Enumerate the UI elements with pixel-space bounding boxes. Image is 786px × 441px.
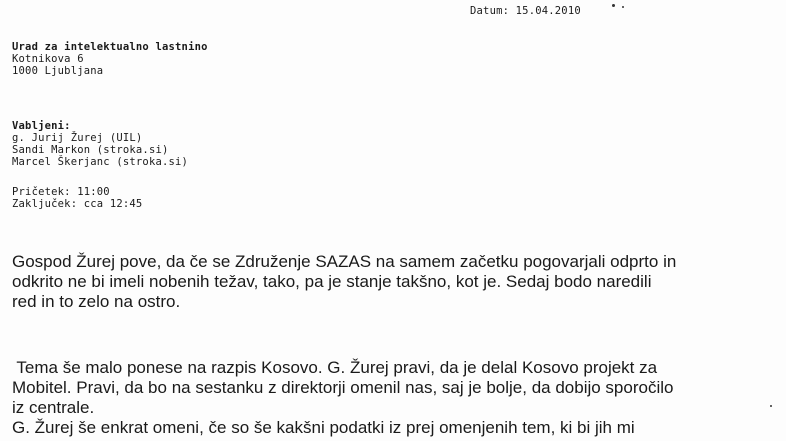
paragraph-line: odkrito ne bi imeli nobenih težav, tako, pa je stanje takšno, kot je. Sedaj bodo naredili xyxy=(12,272,652,291)
paragraph-line: iz centrale. xyxy=(12,398,95,417)
invited-list xyxy=(12,120,188,168)
invited-label: Vabljeni: xyxy=(12,120,71,132)
scan-speck xyxy=(770,405,772,407)
office-name: Urad za intelektualno lastnino xyxy=(12,41,208,53)
scan-speck xyxy=(612,4,615,7)
office-street: Kotnikova 6 xyxy=(12,53,84,65)
scan-speck xyxy=(622,6,624,8)
invited-person: Marcel Škerjanc (stroka.si) xyxy=(12,156,189,168)
meeting-times xyxy=(12,186,142,210)
paragraph-2 xyxy=(12,358,782,438)
recipient-address xyxy=(12,41,208,77)
start-time: Pričetek: 11:00 xyxy=(12,186,110,198)
invited-person: g. Jurij Žurej (UIL) xyxy=(12,132,143,144)
document-date: Datum: 15.04.2010 xyxy=(470,5,581,17)
office-city: 1000 Ljubljana xyxy=(12,65,104,77)
invited-person: Sandi Markon (stroka.si) xyxy=(12,144,169,156)
paragraph-1 xyxy=(12,252,782,312)
paragraph-line: red in to zelo na ostro. xyxy=(12,292,181,311)
paragraph-line: Mobitel. Pravi, da bo na sestanku z direktorji omenil nas, saj je bolje, da dobijo sporočilo xyxy=(12,378,674,397)
paragraph-line: G. Žurej še enkrat omeni, če so še kakšni podatki iz prej omenjenih tem, ki bi jih mi xyxy=(12,418,635,437)
paragraph-line: Gospod Žurej pove, da če se Združenje SAZAS na samem začetku pogovarjali odprto in xyxy=(12,252,677,271)
end-time: Zaključek: cca 12:45 xyxy=(12,198,143,210)
paragraph-line: Tema še malo ponese na razpis Kosovo. G. Žurej pravi, da je delal Kosovo projekt za xyxy=(12,358,658,377)
